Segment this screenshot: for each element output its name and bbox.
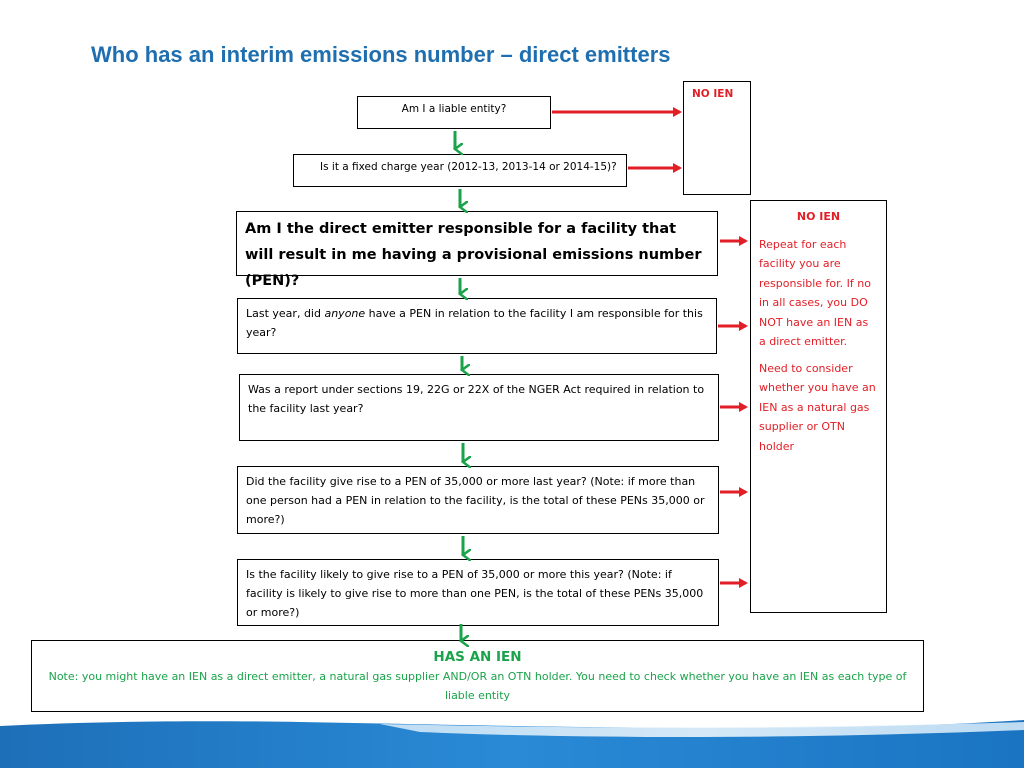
page-title: Who has an interim emissions number – direct emitters — [91, 42, 671, 67]
question-text: Is the facility likely to give rise to a PEN of 35,000 or more this year? (Note: if facility is likely to give rise to more than one PEN, is the total of these PENs 35,000 or more?) — [246, 568, 704, 619]
no-ien-consider-note: Need to consider whether you have an IEN as a natural gas supplier or OTN holder — [759, 361, 876, 453]
question-text-a: Last year, did — [246, 307, 325, 320]
question-text: Am I a liable entity? — [401, 103, 507, 115]
question-text: Is it a fixed charge year (2012-13, 2013-14 or 2014-15)? — [320, 161, 617, 173]
has-ien-heading: HAS AN IEN — [433, 649, 522, 665]
question-text-emphasis: anyone — [324, 307, 366, 320]
has-ien-note: Note: you might have an IEN as a direct emitter, a natural gas supplier AND/OR an OTN holder. You need to check whether you have an IEN as each type of liable entity — [48, 670, 907, 702]
question-text: Was a report under sections 19, 22G or 22X of the NGER Act required in relation to the facility last year? — [248, 383, 705, 415]
no-ien-label: NO IEN — [692, 88, 734, 100]
no-ien-repeat-note: Repeat for each facility you are responsible for. If no in all cases, you DO NOT have an IEN as a direct emitter. — [759, 237, 871, 348]
question-text: Am I the direct emitter responsible for a facility that will result in me having a provisional emissions number (PEN)? — [245, 221, 702, 289]
question-text: Did the facility give rise to a PEN of 35,000 or more last year? (Note: if more than one person had a PEN in relation to the facility, is the total of these PENs 35,000 or more?) — [246, 475, 705, 526]
no-ien-heading: NO IEN — [796, 210, 841, 223]
footer-wave-band — [0, 712, 1024, 768]
question-text-b: have a PEN in relation to the facility I am responsible for this year? — [246, 307, 703, 339]
